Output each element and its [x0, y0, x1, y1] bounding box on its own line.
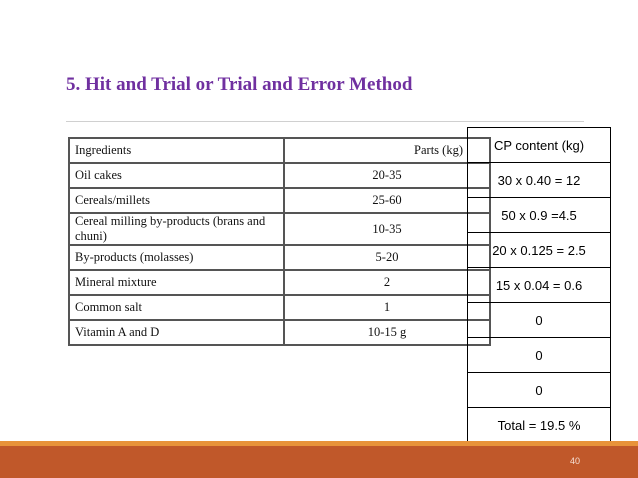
page-number: 40 — [569, 456, 580, 466]
table-header-row — [69, 138, 490, 163]
ingredient-name: By-products (molasses) — [69, 245, 284, 270]
column-header-ingredients: Ingredients — [69, 138, 284, 163]
table-row — [69, 320, 490, 345]
table-row — [69, 213, 490, 245]
divider-line — [66, 121, 584, 122]
ingredient-name: Common salt — [69, 295, 284, 320]
cp-content-table — [467, 127, 611, 443]
ingredient-parts: 1 — [284, 295, 490, 320]
ingredient-parts: 10-35 — [284, 213, 490, 245]
ingredient-name: Cereals/millets — [69, 188, 284, 213]
cp-cell: 50 x 0.9 =4.5 — [468, 198, 611, 233]
cp-header: CP content (kg) — [468, 128, 611, 163]
cp-cell: 0 — [468, 338, 611, 373]
ingredient-parts: 10-15 g — [284, 320, 490, 345]
ingredient-parts: 5-20 — [284, 245, 490, 270]
ingredients-table — [68, 137, 491, 346]
slide-heading: 5. Hit and Trial or Trial and Error Method — [66, 74, 413, 95]
ingredient-parts: 20-35 — [284, 163, 490, 188]
cp-total-cell: Total = 19.5 % — [468, 408, 611, 443]
ingredient-name: Cereal milling by-products (brans and chuni) — [69, 213, 284, 245]
cp-cell: 0 — [468, 373, 611, 408]
ingredient-parts: 25-60 — [284, 188, 490, 213]
cp-cell: 15 x 0.04 = 0.6 — [468, 268, 611, 303]
table-row — [69, 270, 490, 295]
table-row — [69, 245, 490, 270]
table-row — [69, 295, 490, 320]
table-row — [69, 163, 490, 188]
table-row — [69, 188, 490, 213]
ingredient-name: Vitamin A and D — [69, 320, 284, 345]
cp-cell: 30 x 0.40 = 12 — [468, 163, 611, 198]
column-header-parts: Parts (kg) — [284, 138, 490, 163]
cp-cell: 20 x 0.125 = 2.5 — [468, 233, 611, 268]
ingredient-parts: 2 — [284, 270, 490, 295]
ingredient-name: Mineral mixture — [69, 270, 284, 295]
ingredient-name: Oil cakes — [69, 163, 284, 188]
cp-cell: 0 — [468, 303, 611, 338]
footer-bar — [0, 446, 638, 478]
